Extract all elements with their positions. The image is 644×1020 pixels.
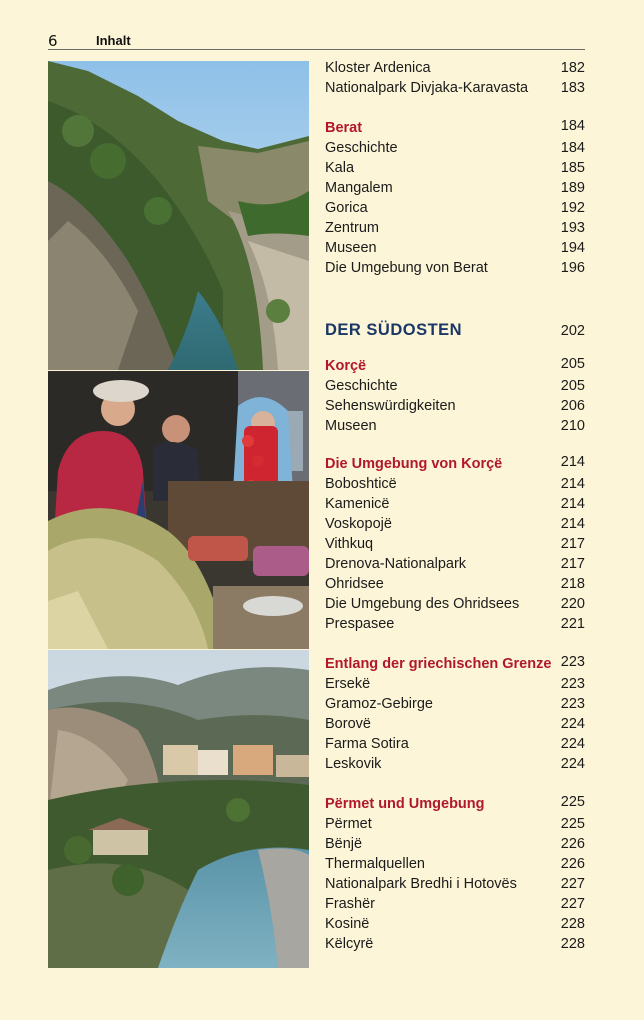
toc-page-number: 196 <box>560 260 585 276</box>
page-header <box>48 30 585 50</box>
toc-title: Përmet <box>325 816 372 832</box>
toc-page-number: 223 <box>560 676 585 692</box>
toc-entry <box>325 934 585 954</box>
toc-entry <box>325 574 585 594</box>
gorge-photo <box>48 61 309 370</box>
toc-title: Geschichte <box>325 140 398 156</box>
toc-page-number: 205 <box>560 378 585 394</box>
toc-page-number: 226 <box>560 836 585 852</box>
toc-page-number: 226 <box>560 856 585 872</box>
toc-entry <box>325 396 585 416</box>
toc-title: Ohridsee <box>325 576 384 592</box>
toc-entry <box>325 754 585 774</box>
toc-title: Berat <box>325 120 363 136</box>
toc-section-heading <box>325 118 585 138</box>
toc-entry <box>325 474 585 494</box>
toc-page-number: 225 <box>560 816 585 832</box>
toc-title: DER SÜDOSTEN <box>325 321 463 339</box>
toc-title: Drenova-Nationalpark <box>325 556 467 572</box>
toc-title: Leskovik <box>325 756 382 772</box>
toc-title: Entlang der griechischen Grenze <box>325 656 552 672</box>
toc-entry <box>325 178 585 198</box>
toc-title: Nationalpark Bredhi i Hotovës <box>325 876 517 892</box>
toc-page-number: 192 <box>560 200 585 216</box>
toc-entry <box>325 58 585 78</box>
toc-title: Kloster Ardenica <box>325 60 431 76</box>
toc-page-number: 220 <box>560 596 585 612</box>
toc-title: Sehenswürdigkeiten <box>325 398 456 414</box>
toc-page-number: 202 <box>560 323 585 339</box>
toc-entry <box>325 714 585 734</box>
toc-page-number: 227 <box>560 876 585 892</box>
toc-title: Nationalpark Divjaka-Karavasta <box>325 80 529 96</box>
toc-title: Këlcyrë <box>325 936 374 952</box>
toc-page-number: 218 <box>560 576 585 592</box>
toc-page-number: 205 <box>560 356 585 372</box>
toc-page-number: 217 <box>560 536 585 552</box>
toc-page-number: 193 <box>560 220 585 236</box>
toc-title: Gorica <box>325 200 368 216</box>
toc-title: Boboshticë <box>325 476 397 492</box>
toc-page-number: 217 <box>560 556 585 572</box>
toc-entry <box>325 78 585 98</box>
toc-page-number: 228 <box>560 936 585 952</box>
toc-title: Frashër <box>325 896 375 912</box>
toc-title: Voskopojë <box>325 516 392 532</box>
toc-title: Zentrum <box>325 220 379 236</box>
toc-title: Vithkuq <box>325 536 374 552</box>
toc-page-number: 194 <box>560 240 585 256</box>
toc-title: Kamenicë <box>325 496 390 512</box>
toc-entry <box>325 594 585 614</box>
toc-region-heading <box>325 320 585 340</box>
page-number: 6 <box>48 32 58 50</box>
toc-section-heading <box>325 794 585 814</box>
toc-page-number: 225 <box>560 794 585 810</box>
toc-entry <box>325 238 585 258</box>
toc-title: Die Umgebung des Ohridsees <box>325 596 520 612</box>
chapter-title: Inhalt <box>96 33 131 48</box>
toc-page-number: 189 <box>560 180 585 196</box>
toc-entry <box>325 534 585 554</box>
toc-title: Përmet und Umgebung <box>325 796 485 812</box>
toc-page-number: 227 <box>560 896 585 912</box>
toc-section-heading <box>325 654 585 674</box>
toc-entry <box>325 894 585 914</box>
toc-page-number: 224 <box>560 716 585 732</box>
toc-page-number: 221 <box>560 616 585 632</box>
toc-page-number: 224 <box>560 736 585 752</box>
toc-title: Borovë <box>325 716 371 732</box>
toc-entry <box>325 158 585 178</box>
toc-page-number: 206 <box>560 398 585 414</box>
toc-title: Die Umgebung von Berat <box>325 260 488 276</box>
toc-page-number: 224 <box>560 756 585 772</box>
toc-title: Kosinë <box>325 916 370 932</box>
toc-entry <box>325 218 585 238</box>
toc-entry <box>325 494 585 514</box>
toc-entry <box>325 376 585 396</box>
toc-title: Ersekë <box>325 676 371 692</box>
toc-page-number: 184 <box>560 118 585 134</box>
toc-title: Die Umgebung von Korçë <box>325 456 503 472</box>
toc-entry <box>325 694 585 714</box>
toc-page-number: 185 <box>560 160 585 176</box>
toc-entry <box>325 914 585 934</box>
toc-entry <box>325 514 585 534</box>
toc-page-number: 214 <box>560 496 585 512</box>
toc-entry <box>325 554 585 574</box>
toc-title: Thermalquellen <box>325 856 425 872</box>
toc-title: Museen <box>325 240 377 256</box>
toc-section-heading <box>325 454 585 474</box>
toc-title: Farma Sotira <box>325 736 409 752</box>
toc-entry <box>325 416 585 436</box>
toc-title: Mangalem <box>325 180 393 196</box>
market-photo <box>48 371 309 649</box>
toc-entry <box>325 674 585 694</box>
toc-page-number: 223 <box>560 696 585 712</box>
toc-page-number: 214 <box>560 454 585 470</box>
toc-page-number: 183 <box>560 80 585 96</box>
toc-entry <box>325 734 585 754</box>
toc-entry <box>325 874 585 894</box>
toc-page-number: 214 <box>560 476 585 492</box>
toc-entry <box>325 814 585 834</box>
toc-title: Prespasee <box>325 616 395 632</box>
toc-title: Geschichte <box>325 378 398 394</box>
toc-title: Bënjë <box>325 836 363 852</box>
toc-entry <box>325 834 585 854</box>
toc-entry <box>325 198 585 218</box>
toc-page-number: 184 <box>560 140 585 156</box>
toc-section-heading <box>325 356 585 376</box>
toc-page-number: 223 <box>560 654 585 670</box>
toc-title: Museen <box>325 418 377 434</box>
toc-title: Kala <box>325 160 355 176</box>
toc-title: Korçë <box>325 358 367 374</box>
toc-title: Gramoz-Gebirge <box>325 696 433 712</box>
toc-entry <box>325 138 585 158</box>
toc-page-number: 214 <box>560 516 585 532</box>
toc-entry <box>325 614 585 634</box>
toc-page-number: 210 <box>560 418 585 434</box>
town-photo <box>48 650 309 968</box>
toc-page-number: 228 <box>560 916 585 932</box>
toc-page-number: 182 <box>560 60 585 76</box>
toc-entry <box>325 258 585 278</box>
toc-entry <box>325 854 585 874</box>
